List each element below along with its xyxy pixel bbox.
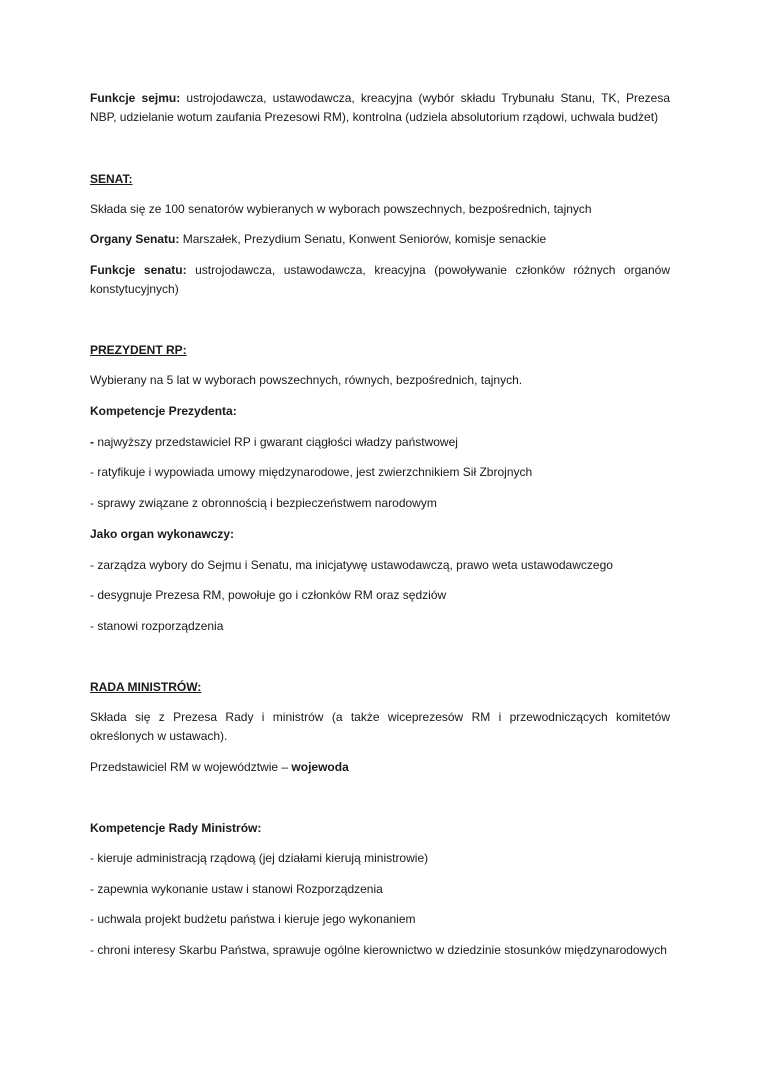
prezydent-competence-item: - sprawy związane z obronnością i bezpieczeństwem narodowym [90,496,437,510]
prezydent-competences-label: Kompetencje Prezydenta: [90,404,237,418]
prezydent-competence-text: najwyższy przedstawiciel RP i gwarant ciągłości władzy państwowej [94,435,458,449]
senat-functions-label: Funkcje senatu: [90,263,187,277]
rada-representative-text: Przedstawiciel RM w województwie – [90,760,292,774]
rada-heading: RADA MINISTRÓW: [90,680,202,694]
senat-heading: SENAT: [90,172,133,186]
prezydent-competence-item: - ratyfikuje i wypowiada umowy międzynarodowe, jest zwierzchnikiem Sił Zbrojnych [90,465,533,479]
sejm-functions-text: ustrojodawcza, ustawodawcza, kreacyjna (wybór składu Trybunału Stanu, TK, Prezesa NBP, udzielanie wotum zaufania Prezesowi RM), kontrolna (udziela absolutorium rządowi, uchwala budżet) [90,91,671,124]
rada-representative-bold: wojewoda [291,760,349,774]
prezydent-executive-item: - desygnuje Prezesa RM, powołuje go i członków RM oraz sędziów [90,588,447,602]
senat-functions-paragraph [90,261,670,299]
prezydent-executive-item: - zarządza wybory do Sejmu i Senatu, ma inicjatywę ustawodawczą, prawo weta ustawodawczego [90,558,613,572]
rada-competences-label: Kompetencje Rady Ministrów: [90,821,262,835]
rada-composition: Składa się z Prezesa Rady i ministrów (a także wiceprezesów RM i przewodniczących komitetów określonych w ustawach). [90,710,670,743]
prezydent-executive-item: - stanowi rozporządzenia [90,619,224,633]
rada-competence-item: - chroni interesy Skarbu Państwa, sprawuje ogólne kierownictwo w dziedzinie stosunków międzynarodowych [90,943,667,957]
prezydent-heading: PREZYDENT RP: [90,343,187,357]
rada-competence-item: - uchwala projekt budżetu państwa i kieruje jego wykonaniem [90,912,416,926]
senat-organs-paragraph [90,230,670,249]
prezydent-competence-dash: - [90,435,94,449]
rada-competence-item: - kieruje administracją rządową (jej działami kierują ministrowie) [90,851,429,865]
sejm-functions-label: Funkcje sejmu: [90,91,181,105]
senat-composition: Składa się ze 100 senatorów wybieranych w wyborach powszechnych, bezpośrednich, tajnych [90,202,592,216]
senat-organs-label: Organy Senatu: [90,232,180,246]
rada-competence-item: - zapewnia wykonanie ustaw i stanowi Rozporządzenia [90,882,383,896]
prezydent-election: Wybierany na 5 lat w wyborach powszechnych, równych, bezpośrednich, tajnych. [90,373,523,387]
rada-representative [90,758,670,777]
prezydent-competence-item [90,433,670,452]
sejm-functions-paragraph [90,89,670,127]
prezydent-executive-label: Jako organ wykonawczy: [90,527,235,541]
senat-organs-text: Marszałek, Prezydium Senatu, Konwent Seniorów, komisje senackie [179,232,547,246]
senat-functions-text: ustrojodawcza, ustawodawcza, kreacyjna (powoływanie członków różnych organów konstytucyjnych) [90,263,670,296]
